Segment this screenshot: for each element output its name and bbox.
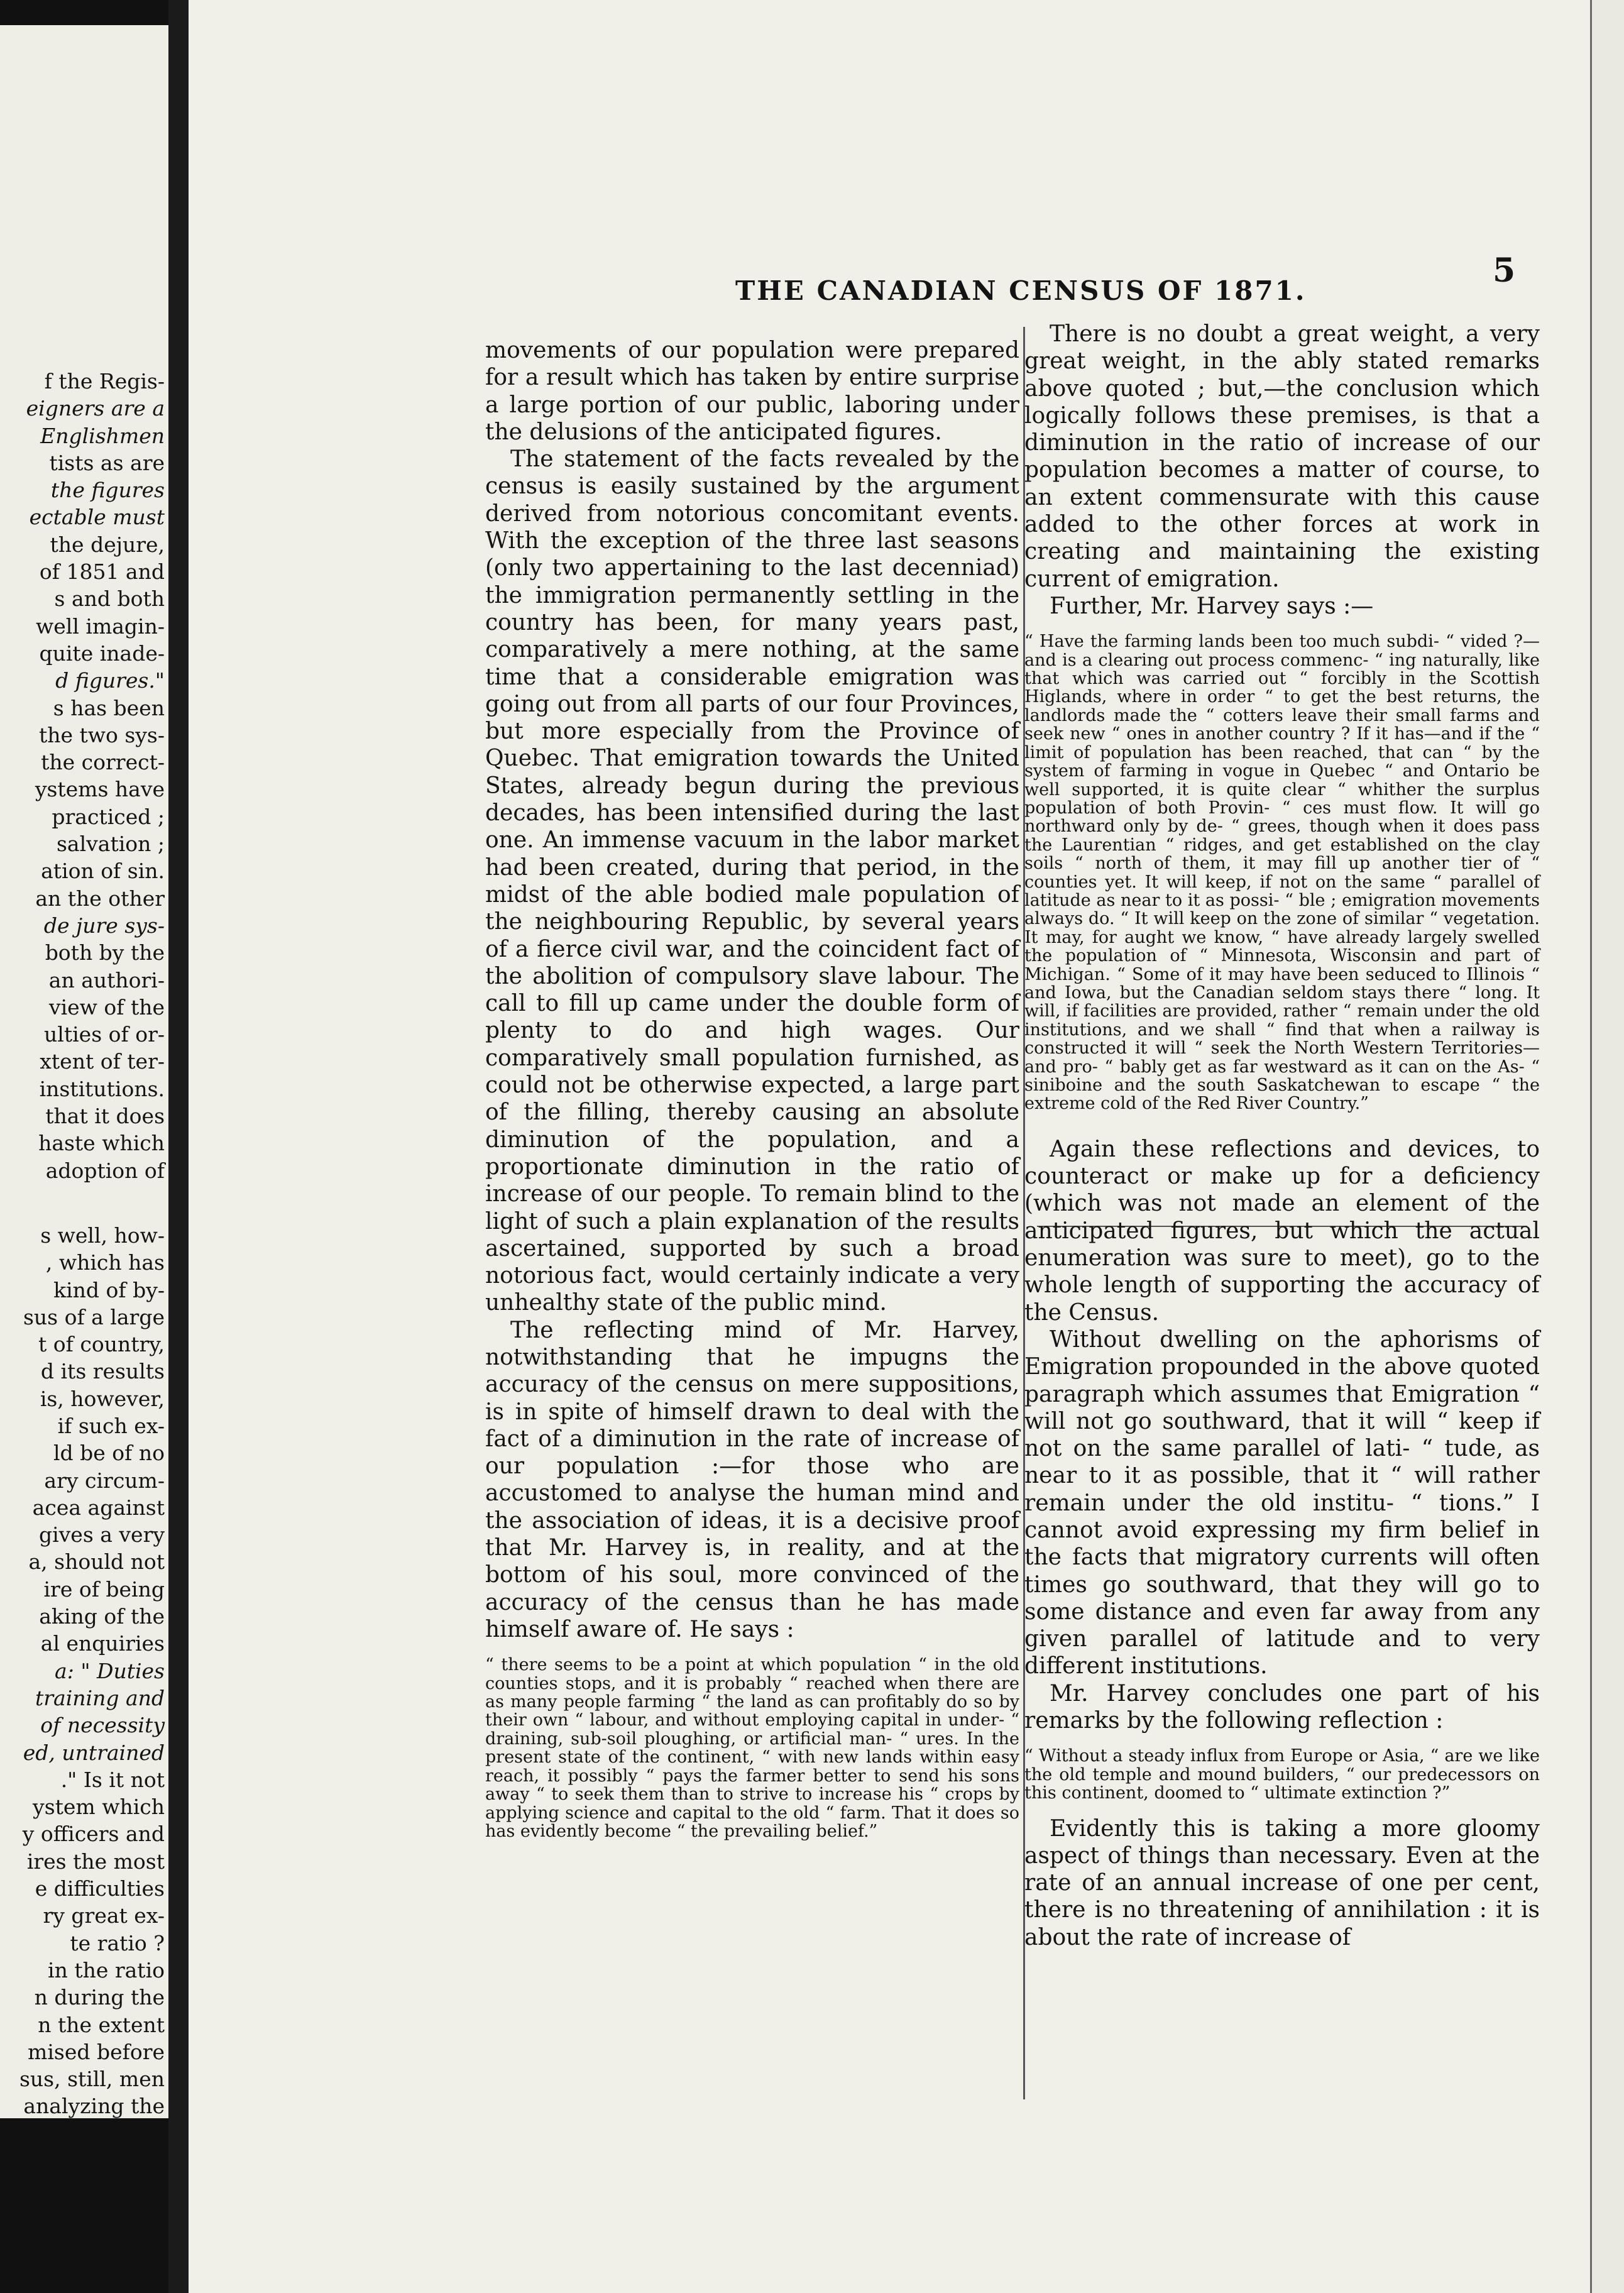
left-fragment-line: quite inade- bbox=[39, 641, 165, 666]
block-quote: “ there seems to be a point at which population “ in the old counties stops, and it is probably “ reached when there are as many people farming “ the land as can profitably do so by their own “ labour, and without employing capital in under- “ draining, sub-soil ploughing, or artificial man- “ ures. In the present state of the continent, “ with new lands within easy reach, it possibly “ pays the farmer better to send his sons away “ to seek them than to strive to increase his “ crops by applying science and capital to the old “ farm. That it does so has evidently become “ the prevailing belief.” bbox=[485, 1655, 1019, 1841]
paragraph: The reflecting mind of Mr. Harvey, notwithstanding that he impugns the accuracy of the census on mere suppositions, is in spite of himself drawn to deal with the fact of a diminution in the rate of increase of our population :—for those who are accustomed to analyse the human mind and the association of ideas, it is a decisive proof that Mr. Harvey is, in reality, and at the bottom of his soul, more convinced of the accuracy of the census than he has made himself aware of. He says : bbox=[485, 1317, 1019, 1642]
left-page-text bbox=[0, 368, 168, 2118]
page-number: 5 bbox=[1493, 251, 1516, 290]
left-fragment-line: both by the bbox=[45, 940, 165, 965]
scan-right-edge bbox=[1590, 0, 1624, 2293]
paragraph: Mr. Harvey concludes one part of his remarks by the following reflection : bbox=[1024, 1680, 1540, 1734]
text-column-right bbox=[1024, 321, 1540, 1951]
left-fragment-line: training and bbox=[35, 1685, 165, 1710]
left-fragment-line: ation of sin. bbox=[41, 859, 165, 884]
left-fragment-line: a: " Duties bbox=[55, 1658, 165, 1683]
paragraph: The statement of the facts revealed by the census is easily sustained by the argument derived from notorious concomitant events. With the exception of the three last seasons (only two appertaining to the last decenniad) the immigration permanently settling in the country has been, for many years past, comparatively a mere nothing, at the same time that a considerable emigration was going out from all parts of our four Provinces, but more especially from the Province of Quebec. That emigration towards the United States, already begun during the previous decades, has been intensified during the last one. An immense vacuum in the labor market had been created, during that period, in the midst of the able bodied male population of the neighbouring Republic, by several years of a fierce civil war, and the coincident fact of the abolition of compulsory slave labour. The call to fill up came under the double form of plenty to do and high wages. Our comparatively small population furnished, as could not be otherwise expected, a large part of the filling, thereby causing an absolute diminution of the population, and a proportionate diminution in the ratio of increase of our people. To remain blind to the light of such a plain explanation of the results ascertained, supported by such a broad notorious fact, would certainly indicate a very unhealthy state of the public mind. bbox=[485, 446, 1019, 1316]
book-spine-gutter bbox=[168, 0, 189, 2293]
left-fragment-line: sus of a large bbox=[23, 1304, 165, 1329]
left-fragment-line: practiced ; bbox=[52, 804, 165, 829]
left-fragment-line: s and both bbox=[54, 586, 165, 612]
left-fragment-line: Englishmen bbox=[40, 423, 165, 448]
left-fragment-line: the two sys- bbox=[38, 722, 165, 747]
left-fragment-line: of 1851 and bbox=[39, 559, 165, 585]
left-fragment-line: y officers and bbox=[22, 1822, 165, 1847]
left-fragment-line: the figures bbox=[50, 478, 165, 503]
left-fragment-line: an authori- bbox=[48, 967, 165, 993]
paragraph: Without dwelling on the aphorisms of Emigration propounded in the above quoted paragraph which assumes that Emigration “ will not go southward, that it will “ keep if not on the same parallel of lati- “ tude, as near to it as possible, that it “ will rather remain under the old institu- “ tions.” I cannot avoid expressing my firm belief in the facts that migratory currents will often times go southward, that they will go to some distance and even far away from any given parallel of latitude and to very different institutions. bbox=[1024, 1326, 1540, 1680]
paragraph: Again these reflections and devices, to counteract or make up for a deficiency (which was not made an element of the anticipated figures, but which the actual enumeration was sure to meet), go to the whole length of supporting the accuracy of the Census. bbox=[1024, 1136, 1540, 1326]
block-quote: “ Have the farming lands been too much subdi- “ vided ?—and is a clearing out process commenc- “ ing naturally, like that which was carried out “ forcibly in the Scottish Higlands, where in order “ to get the best returns, the landlords made the “ cotters leave their small farms and seek new “ ones in another country ? If it has—and if the “ limit of population has been reached, that can “ by the system of farming in vogue in Quebec “ and Ontario be well supported, it is quite clear “ whither the surplus population of both Provin- “ ces must flow. It will go northward only by de- “ grees, though when it does pass the Laurentian “ ridges, and get established on the clay soils “ north of them, it may fill up another tier of “ counties yet. It will keep, if not on the same “ parallel of latitude as near to it as possi- “ ble ; emigration movements always do. “ It will keep on the zone of similar “ vegetation. It may, for aught we know, “ have already largely swelled the population of “ Minnesota, Wisconsin and part of Michigan. “ Some of it may have been seduced to Illinois “ and Iowa, but the Canadian seldom stays there “ long. It will, if facilities are provided, rather “ remain under the old institutions, and we shall “ find that when a railway is constructed it will “ seek the North Western Territories—and pro- “ bably get as far westward as it can on the As- “ siniboine and the south Saskatchewan to escape “ the extreme cold of the Red River Country.” bbox=[1024, 632, 1540, 1114]
left-fragment-line: gives a very bbox=[38, 1522, 165, 1548]
left-fragment-line: aking of the bbox=[39, 1604, 165, 1629]
paragraph: Evidently this is taking a more gloomy aspect of things than necessary. Even at the rate of an annual increase of one per cent, there is no threatening of annihilation : it is about the rate of increase of bbox=[1024, 1815, 1540, 1950]
left-fragment-line: ." Is it not bbox=[60, 1767, 165, 1792]
left-fragment-line: ulties of or- bbox=[44, 1022, 165, 1047]
left-fragment-line: in the ratio bbox=[48, 1957, 165, 1982]
left-fragment-line: institutions. bbox=[39, 1076, 165, 1101]
left-fragment-line: ary circum- bbox=[44, 1468, 165, 1493]
paragraph: There is no doubt a great weight, a very great weight, in the ably stated remarks above quoted ; but,—the conclusion which logically follows these premises, is that a diminution in the ratio of increase of our population becomes a matter of course, to an extent commensurate with this cause added to the other forces at work in creating and maintaining the existing current of emigration. bbox=[1024, 321, 1540, 592]
left-fragment-line: ectable must bbox=[29, 505, 165, 530]
left-fragment-line: d figures." bbox=[55, 668, 165, 693]
left-fragment-line bbox=[0, 1184, 168, 1222]
left-fragment-line: s well, how- bbox=[40, 1223, 165, 1248]
left-fragment-line: ystems have bbox=[35, 777, 165, 802]
left-fragment-line: haste which bbox=[38, 1131, 165, 1156]
left-fragment-line: ystem which bbox=[33, 1795, 165, 1820]
left-fragment-line: d its results bbox=[40, 1359, 165, 1384]
left-fragment-line: t of country, bbox=[38, 1332, 165, 1357]
left-fragment-line: e difficulties bbox=[35, 1876, 165, 1901]
page-header: THE CANADIAN CENSUS OF 1871. bbox=[735, 275, 1307, 306]
left-page-fragment bbox=[0, 25, 168, 2118]
left-fragment-line: n during the bbox=[34, 1985, 165, 2010]
left-fragment-line: a, should not bbox=[28, 1549, 165, 1575]
left-fragment-line: kind of by- bbox=[53, 1277, 165, 1302]
left-fragment-line: well imagin- bbox=[36, 613, 165, 639]
left-fragment-line: te ratio ? bbox=[70, 1930, 165, 1955]
left-fragment-line: al enquiries bbox=[40, 1631, 165, 1656]
left-fragment-line: eigners are a bbox=[26, 396, 165, 421]
left-fragment-line: is, however, bbox=[40, 1386, 165, 1411]
left-fragment-line: salvation ; bbox=[56, 832, 165, 857]
paragraph: movements of our population were prepared for a result which has taken by entire surprise a large portion of our public, laboring under the delusions of the anticipated figures. bbox=[485, 338, 1019, 445]
left-fragment-line: ed, untrained bbox=[23, 1740, 165, 1765]
left-fragment-line: the dejure, bbox=[50, 532, 165, 557]
left-fragment-line: an the other bbox=[35, 886, 165, 911]
left-fragment-line: ires the most bbox=[26, 1849, 165, 1874]
left-fragment-line: ry great ex- bbox=[43, 1903, 165, 1928]
left-fragment-line: adoption of bbox=[45, 1158, 165, 1183]
left-fragment-line: ld be of no bbox=[53, 1441, 165, 1466]
left-fragment-line: that it does bbox=[45, 1104, 165, 1129]
left-fragment-line: if such ex- bbox=[57, 1413, 165, 1438]
left-fragment-line: analyzing the bbox=[23, 2094, 165, 2118]
text-column-left bbox=[485, 337, 1019, 1840]
block-quote: “ Without a steady influx from Europe or Asia, “ are we like the old temple and mound builders, “ our predecessors on this continent, doomed to “ ultimate extinction ?” bbox=[1024, 1746, 1540, 1803]
left-fragment-line: mised before bbox=[28, 2039, 165, 2064]
left-fragment-line: ire of being bbox=[43, 1576, 165, 1602]
left-fragment-line: view of the bbox=[48, 994, 165, 1020]
left-fragment-line: s has been bbox=[53, 695, 165, 720]
left-fragment-line: tists as are bbox=[49, 450, 165, 475]
left-fragment-line: sus, still, men bbox=[19, 2067, 165, 2092]
left-fragment-line: xtent of ter- bbox=[40, 1049, 165, 1074]
paragraph: Further, Mr. Harvey says :— bbox=[1050, 593, 1374, 619]
left-fragment-line: , which has bbox=[45, 1250, 165, 1275]
left-fragment-line: de jure sys- bbox=[43, 913, 165, 938]
left-fragment-line: f the Regis- bbox=[44, 369, 165, 393]
left-fragment-line: n the extent bbox=[38, 2012, 165, 2037]
left-fragment-line: of necessity bbox=[40, 1713, 165, 1738]
left-fragment-line: acea against bbox=[32, 1495, 165, 1520]
left-fragment-line: the correct- bbox=[41, 750, 165, 775]
